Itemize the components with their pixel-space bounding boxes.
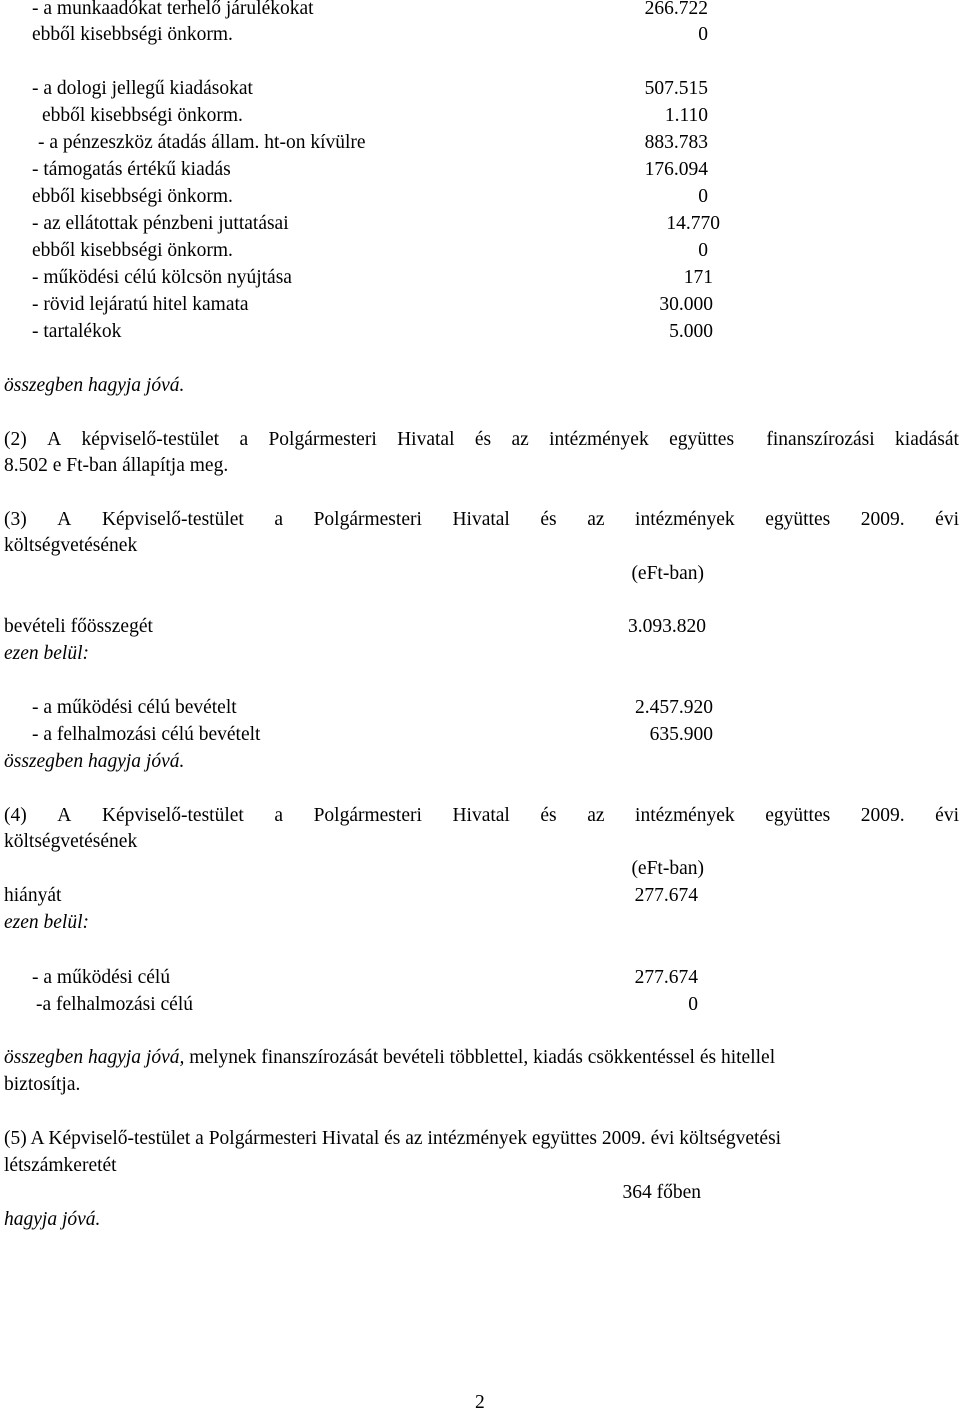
expense-value: 883.783 — [644, 132, 708, 153]
expense-label: - a munkaadókat terhelő járulékokat — [32, 0, 314, 19]
para5-line2: létszámkeretét — [4, 1155, 117, 1176]
approval-sentence: összegben hagyja jóvá, melynek finanszírozását bevételi többlettel, kiadás csökkentéssel és hitellel — [4, 1047, 776, 1068]
expense-value: 14.770 — [666, 213, 720, 234]
expense-value: 5.000 — [669, 321, 713, 342]
expense-label: - működési célú kölcsön nyújtása — [32, 267, 292, 288]
para5-line1: (5) A Képviselő-testület a Polgármesteri Hivatal és az intézmények együttes 2009. évi költségvetési — [4, 1128, 782, 1149]
expense-value: 1.110 — [664, 105, 708, 126]
para2-line2: 8.502 e Ft-ban állapítja meg. — [4, 455, 229, 476]
deficit-item-label: -a felhalmozási célú — [36, 994, 193, 1015]
deficit-item-value: 0 — [688, 994, 698, 1015]
para2-line1: (2) A képviselő-testület a Polgármesteri Hivatal és az intézmények együttes finanszírozási kiadását — [4, 429, 959, 450]
expense-label: ebből kisebbségi önkorm. — [32, 24, 233, 45]
expense-label: ebből kisebbségi önkorm. — [32, 240, 233, 261]
approval-text: összegben hagyja jóvá. — [4, 375, 185, 396]
para3-line1: (3) A Képviselő-testület a Polgármesteri Hivatal és az intézmények együttes 2009. évi — [4, 509, 959, 530]
expense-value: 0 — [698, 24, 708, 45]
revenue-total-value: 3.093.820 — [628, 616, 706, 637]
expense-label: - támogatás értékű kiadás — [32, 159, 231, 180]
deficit-item-value: 277.674 — [634, 967, 698, 988]
expense-label: ebből kisebbségi önkorm. — [32, 186, 233, 207]
expense-label: - a dologi jellegű kiadásokat — [32, 78, 253, 99]
revenue-item-label: - a működési célú bevételt — [32, 697, 237, 718]
deficit-label: hiányát — [4, 885, 62, 906]
revenue-item-value: 2.457.920 — [635, 697, 713, 718]
approval-sentence-line2: biztosítja. — [4, 1074, 81, 1095]
expense-label: - rövid lejáratú hitel kamata — [32, 294, 249, 315]
expense-value: 171 — [683, 267, 713, 288]
expense-value: 176.094 — [644, 159, 708, 180]
headcount-value: 364 főben — [622, 1182, 701, 1203]
expense-value: 266.722 — [644, 0, 708, 19]
revenue-total-label: bevételi főösszegét — [4, 616, 153, 637]
unit-label: (eFt-ban) — [631, 563, 704, 584]
within-label: ezen belül: — [4, 912, 90, 933]
expense-label: ebből kisebbségi önkorm. — [42, 105, 243, 126]
expense-value: 30.000 — [659, 294, 713, 315]
expense-value: 507.515 — [644, 78, 708, 99]
expense-label: - az ellátottak pénzbeni juttatásai — [32, 213, 289, 234]
revenue-item-label: - a felhalmozási célú bevételt — [32, 724, 261, 745]
unit-label: (eFt-ban) — [631, 858, 704, 879]
para3-line2: költségvetésének — [4, 535, 138, 556]
expense-value: 0 — [698, 240, 708, 261]
para4-line1: (4) A Képviselő-testület a Polgármesteri Hivatal és az intézmények együttes 2009. évi — [4, 805, 959, 826]
expense-value: 0 — [698, 186, 708, 207]
revenue-item-value: 635.900 — [649, 724, 713, 745]
approval-text: hagyja jóvá. — [4, 1209, 101, 1230]
page-number: 2 — [475, 1392, 485, 1413]
expense-label: - a pénzeszköz átadás állam. ht-on kívülre — [38, 132, 366, 153]
expense-label: - tartalékok — [32, 321, 122, 342]
within-label: ezen belül: — [4, 643, 90, 664]
para4-line2: költségvetésének — [4, 831, 138, 852]
deficit-item-label: - a működési célú — [32, 967, 171, 988]
deficit-value: 277.674 — [634, 885, 698, 906]
approval-text: összegben hagyja jóvá. — [4, 751, 185, 772]
